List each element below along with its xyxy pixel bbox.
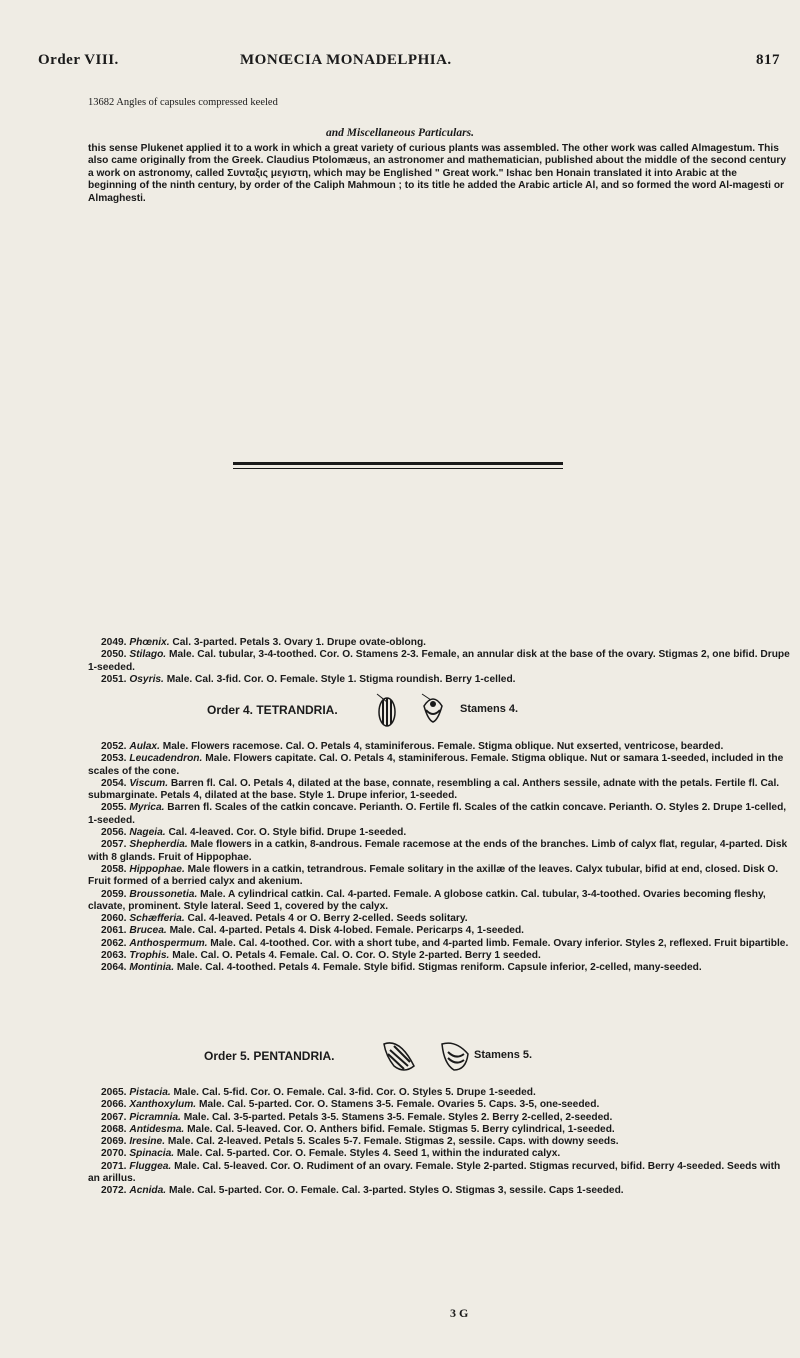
genus-name: Antidesma. xyxy=(129,1123,185,1135)
genus-name: Stilago. xyxy=(129,649,167,661)
genus-entry xyxy=(88,1112,790,1124)
section-divider-thin xyxy=(233,468,563,469)
entry-description: Male. Cal. 5-fid. Cor. O. Female. Cal. 3-fid. Cor. O. Styles 5. Drupe 1-seeded. xyxy=(173,1087,536,1098)
entry-description: Male. Cal. O. Petals 4. Female. Cal. O. Cor. O. Style 2-parted. Berry 1 seeded. xyxy=(172,950,541,962)
entry-number: 2052. xyxy=(101,741,127,752)
entry-description: Male. Cal. 4-toothed. Petals 4. Female. Style bifid. Stigmas reniform. Capsule inferior, 2-celled, many-seeded. xyxy=(176,962,702,974)
section-divider xyxy=(233,462,563,465)
genus-entry xyxy=(88,938,790,950)
entry-description: Male. Cal. 5-leaved. Cor. O. Anthers bifid. Female. Stigmas 5. Berry cylindrical, 1-seeded. xyxy=(187,1123,615,1135)
genus-name: Trophis. xyxy=(129,950,170,962)
entry-number: 2063. xyxy=(101,950,127,962)
genus-list-a xyxy=(88,637,790,686)
genus-entry xyxy=(88,839,790,864)
genus-name: Viscum. xyxy=(129,777,169,789)
genus-name: Broussonetia. xyxy=(129,888,198,900)
order-4-label: Order 4. TETRANDRIA. xyxy=(207,703,338,717)
entry-description: Male. Cal. 5-parted. Cor. O. Stamens 3-5. Female. Ovaries 5. Caps. 3-5, one-seeded. xyxy=(198,1099,600,1111)
entry-description: Male. A cylindrical catkin. Cal. 4-parted. Female. A globose catkin. Cal. tubular, 3-4-toothed. Ovaries becoming fleshy, clavate, prominent. Style lateral. Seed 1, covered by the calyx. xyxy=(88,888,766,912)
entry-description: Male. Cal. 5-parted. Cor. O. Female. Cal. 3-parted. Styles O. Stigmas 3, sessile. Caps 1-seeded. xyxy=(168,1185,624,1197)
genus-name: Myrica. xyxy=(129,802,165,814)
section-title: and Miscellaneous Particulars. xyxy=(326,127,474,139)
flower-figure-icon xyxy=(380,1036,418,1076)
order-4-stamens: Stamens 4. xyxy=(460,703,519,715)
genus-name: Pistacia. xyxy=(129,1087,171,1098)
genus-entry xyxy=(88,827,790,839)
genus-name: Xanthoxylum. xyxy=(129,1099,197,1111)
signature-mark: 3 G xyxy=(450,1306,469,1320)
genus-name: Spinacia. xyxy=(129,1148,175,1160)
entry-number: 2050. xyxy=(101,649,127,661)
entry-description: Male. Flowers racemose. Cal. O. Petals 4, staminiferous. Female. Stigma oblique. Nut exserted, ventricose, bearded. xyxy=(162,741,724,752)
genus-name: Iresine. xyxy=(129,1136,166,1148)
order-4-heading xyxy=(88,690,788,730)
genus-name: Leucadendron. xyxy=(129,753,203,765)
flower-figure-icon xyxy=(438,1036,472,1076)
entry-number: 2069. xyxy=(101,1136,127,1148)
genus-entry xyxy=(88,1124,790,1136)
running-header xyxy=(38,52,780,72)
entry-description: Male. Cal. 3-fid. Cor. O. Female. Style 1. Stigma roundish. Berry 1-celled. xyxy=(166,673,516,685)
genus-name: Osyris. xyxy=(129,673,164,685)
entry-number: 2065. xyxy=(101,1087,127,1098)
genus-name: Schæfferia. xyxy=(129,913,185,925)
genus-entry xyxy=(88,1087,790,1099)
class-heading: MONŒCIA MONADELPHIA. xyxy=(240,52,452,68)
order-5-heading xyxy=(88,1036,788,1076)
entry-description: Barren fl. Cal. O. Petals 4, dilated at the base, connate, resembling a cal. Anthers sessile, adnate with the petals. Fertile fl. Cal. submarginate. Petals 4, dilated at the base. Style 1. Drupe inferior, 1-seeded. xyxy=(88,777,780,802)
genus-entry xyxy=(88,889,790,914)
order-5-stamens: Stamens 5. xyxy=(474,1049,533,1061)
genus-list-b xyxy=(88,741,790,975)
entry-number: 2070. xyxy=(101,1148,127,1160)
entry-number: 2055. xyxy=(101,802,127,814)
entry-number: 2053. xyxy=(101,753,127,765)
genus-name: Montinia. xyxy=(129,962,175,974)
entry-number: 2066. xyxy=(101,1099,127,1111)
genus-entry xyxy=(88,637,790,649)
entry-description: Barren fl. Scales of the catkin concave. Perianth. O. Fertile fl. Scales of the catkin concave. Perianth. O. Styles 2. Drupe 1-celled, 1-seeded. xyxy=(88,802,787,826)
genus-name: Anthospermum. xyxy=(129,937,208,949)
entry-number: 2054. xyxy=(101,777,127,789)
genus-name: Brucea. xyxy=(129,925,167,937)
entry-number: 2067. xyxy=(101,1111,127,1123)
entry-number: 2059. xyxy=(101,888,127,900)
genus-name: Acnida. xyxy=(129,1185,167,1197)
genus-entry xyxy=(88,753,790,778)
genus-name: Picramnia. xyxy=(129,1111,181,1123)
genus-entry xyxy=(88,962,790,974)
genus-list-c xyxy=(88,1087,790,1198)
genus-name: Nageia. xyxy=(129,827,166,839)
entry-number: 2060. xyxy=(101,913,127,925)
genus-entry xyxy=(88,802,790,827)
entry-description: Male. Flowers capitate. Cal. O. Petals 4, staminiferous. Female. Stigma oblique. Nut or samara 1-seeded, included in the scales of the cone. xyxy=(88,753,784,777)
genus-entry xyxy=(88,674,790,686)
genus-name: Hippophae. xyxy=(129,863,185,875)
genus-entry xyxy=(88,1136,790,1148)
body-paragraph xyxy=(88,143,788,205)
entry-description: Male. Cal. tubular, 3-4-toothed. Cor. O. Stamens 2-3. Female, an annular disk at the base of the ovary. Stigmas 2, one bifid. Drupe 1-seeded. xyxy=(88,649,790,673)
entry-description: Male flowers in a catkin, 8-androus. Female racemose at the ends of the branches. Limb of calyx flat, regular, 4-parted. Disk with 8 glands. Fruit of Hippophae. xyxy=(88,839,788,863)
entry-number: 2071. xyxy=(101,1160,127,1172)
entry-number: 2062. xyxy=(101,937,127,949)
entry-description: Male. Cal. 5-parted. Cor. O. Female. Styles 4. Seed 1, within the indurated calyx. xyxy=(176,1148,561,1160)
genus-entry xyxy=(88,913,790,925)
flower-figure-icon xyxy=(418,690,448,730)
genus-entry xyxy=(88,925,790,937)
entry-description: Male. Cal. 4-toothed. Cor. with a short tube, and 4-parted limb. Female. Ovary inferior. Styles 2, reflexed. Fruit bipartible. xyxy=(210,937,789,949)
genus-entry xyxy=(88,1099,790,1111)
flower-figure-icon xyxy=(374,690,400,730)
entry-description: Male. Cal. 4-parted. Petals 4. Disk 4-lobed. Female. Pericarps 4, 1-seeded. xyxy=(169,925,525,937)
entry-number: 2049. xyxy=(101,637,127,648)
figure-reference: 13682 Angles of capsules compressed keeled xyxy=(88,97,278,108)
entry-number: 2057. xyxy=(101,839,127,851)
genus-entry xyxy=(88,1185,790,1197)
genus-entry xyxy=(88,1161,790,1186)
entry-number: 2072. xyxy=(101,1185,127,1197)
entry-description: Cal. 3-parted. Petals 3. Ovary 1. Drupe ovate-oblong. xyxy=(172,637,427,648)
order-heading: Order VIII. xyxy=(38,52,119,68)
entry-description: Male. Cal. 5-leaved. Cor. O. Rudiment of an ovary. Female. Style 2-parted. Stigmas recurved, bifid. Berry 4-seeded. Seeds with an arillus. xyxy=(88,1160,781,1185)
page-number: 817 xyxy=(756,52,780,68)
genus-name: Fluggea. xyxy=(129,1160,172,1172)
genus-entry xyxy=(88,741,790,753)
genus-entry xyxy=(88,649,790,674)
entry-number: 2064. xyxy=(101,962,127,974)
genus-entry xyxy=(88,950,790,962)
genus-name: Shepherdia. xyxy=(129,839,188,851)
entry-description: Male flowers in a catkin, tetrandrous. Female solitary in the axillæ of the leaves. Calyx tubular, bifid at end, closed. Disk O. Fruit formed of a berried calyx and akenium. xyxy=(88,863,779,888)
entry-number: 2058. xyxy=(101,863,127,875)
entry-description: Male. Cal. 3-5-parted. Petals 3-5. Stamens 3-5. Female. Styles 2. Berry 2-celled, 2-seeded. xyxy=(183,1111,613,1123)
entry-description: Male. Cal. 2-leaved. Petals 5. Scales 5-7. Female. Stigmas 2, sessile. Caps. with downy seeds. xyxy=(167,1136,619,1148)
genus-entry xyxy=(88,778,790,803)
genus-entry xyxy=(88,864,790,889)
entry-description: Cal. 4-leaved. Cor. O. Style bifid. Drupe 1-seeded. xyxy=(168,827,407,839)
entry-number: 2051. xyxy=(101,673,127,685)
entry-number: 2056. xyxy=(101,827,127,839)
entry-description: Cal. 4-leaved. Petals 4 or O. Berry 2-celled. Seeds solitary. xyxy=(187,913,468,925)
paragraph-text: this sense Plukenet applied it to a work in which a great variety of curious plants was assembled. The other work was called Almagestum. This also came originally from the Greek. Claudius Ptolomæus, an astronomer and mathematician, published about the middle of the second century a work on astronomy, called Συνταξις μεγιστη, which may be Englished " Great work." Ishac ben Honain translated it into Arabic at the beginning of the ninth century, by order of the Caliph Mahmoun ; to its title he added the Arabic article Al, and so formed the word Al-magesti or Almaghesti. xyxy=(88,143,786,204)
entry-number: 2068. xyxy=(101,1123,127,1135)
order-5-label: Order 5. PENTANDRIA. xyxy=(204,1049,335,1063)
genus-entry xyxy=(88,1148,790,1160)
entry-number: 2061. xyxy=(101,925,127,937)
genus-name: Phœnix. xyxy=(129,637,170,648)
genus-name: Aulax. xyxy=(129,741,160,752)
